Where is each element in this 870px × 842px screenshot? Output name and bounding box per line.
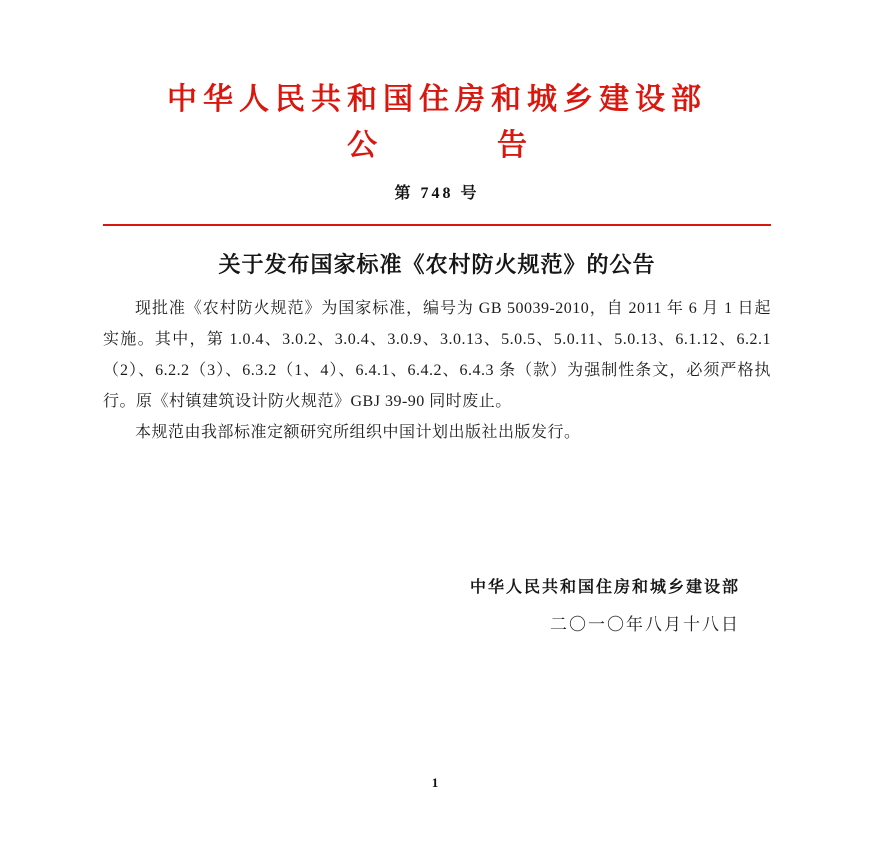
signature-date: 二〇一〇年八月十八日: [550, 615, 740, 634]
document-number: 第 748 号: [394, 185, 480, 202]
red-divider-rule: [103, 224, 771, 226]
announcement-subject-title: 关于发布国家标准《农村防火规范》的公告: [218, 252, 656, 277]
page-footer: [0, 774, 870, 792]
ministry-title: 中华人民共和国住房和城乡建设部: [167, 83, 707, 116]
signature-block: [470, 578, 740, 635]
page-number: 1: [431, 775, 439, 790]
signature-organization: 中华人民共和国住房和城乡建设部: [469, 579, 740, 596]
announcement-title: 公 告: [347, 129, 527, 162]
body-paragraph-2: 本规范由我部标准定额研究所组织中国计划出版社出版发行。: [135, 424, 581, 441]
body-paragraph-1: 现批准《农村防火规范》为国家标准，编号为 GB 50039-2010，自 2011 年 6 月 1 日起实施。其中，第 1.0.4、3.0.2、3.0.4、3.0.9、3.0.13、5.0.5、5.0.11、5.0.13、6.1.12、6.2.1（2）、6.2.2（3）、6.3.2（1、4）、6.4.1、6.4.2、6.4.3 条（款）为强制性条文，必须严格执行。原《村镇建筑设计防火规范》GBJ 39-90 同时废止。: [103, 300, 771, 410]
document-content: [0, 84, 870, 448]
